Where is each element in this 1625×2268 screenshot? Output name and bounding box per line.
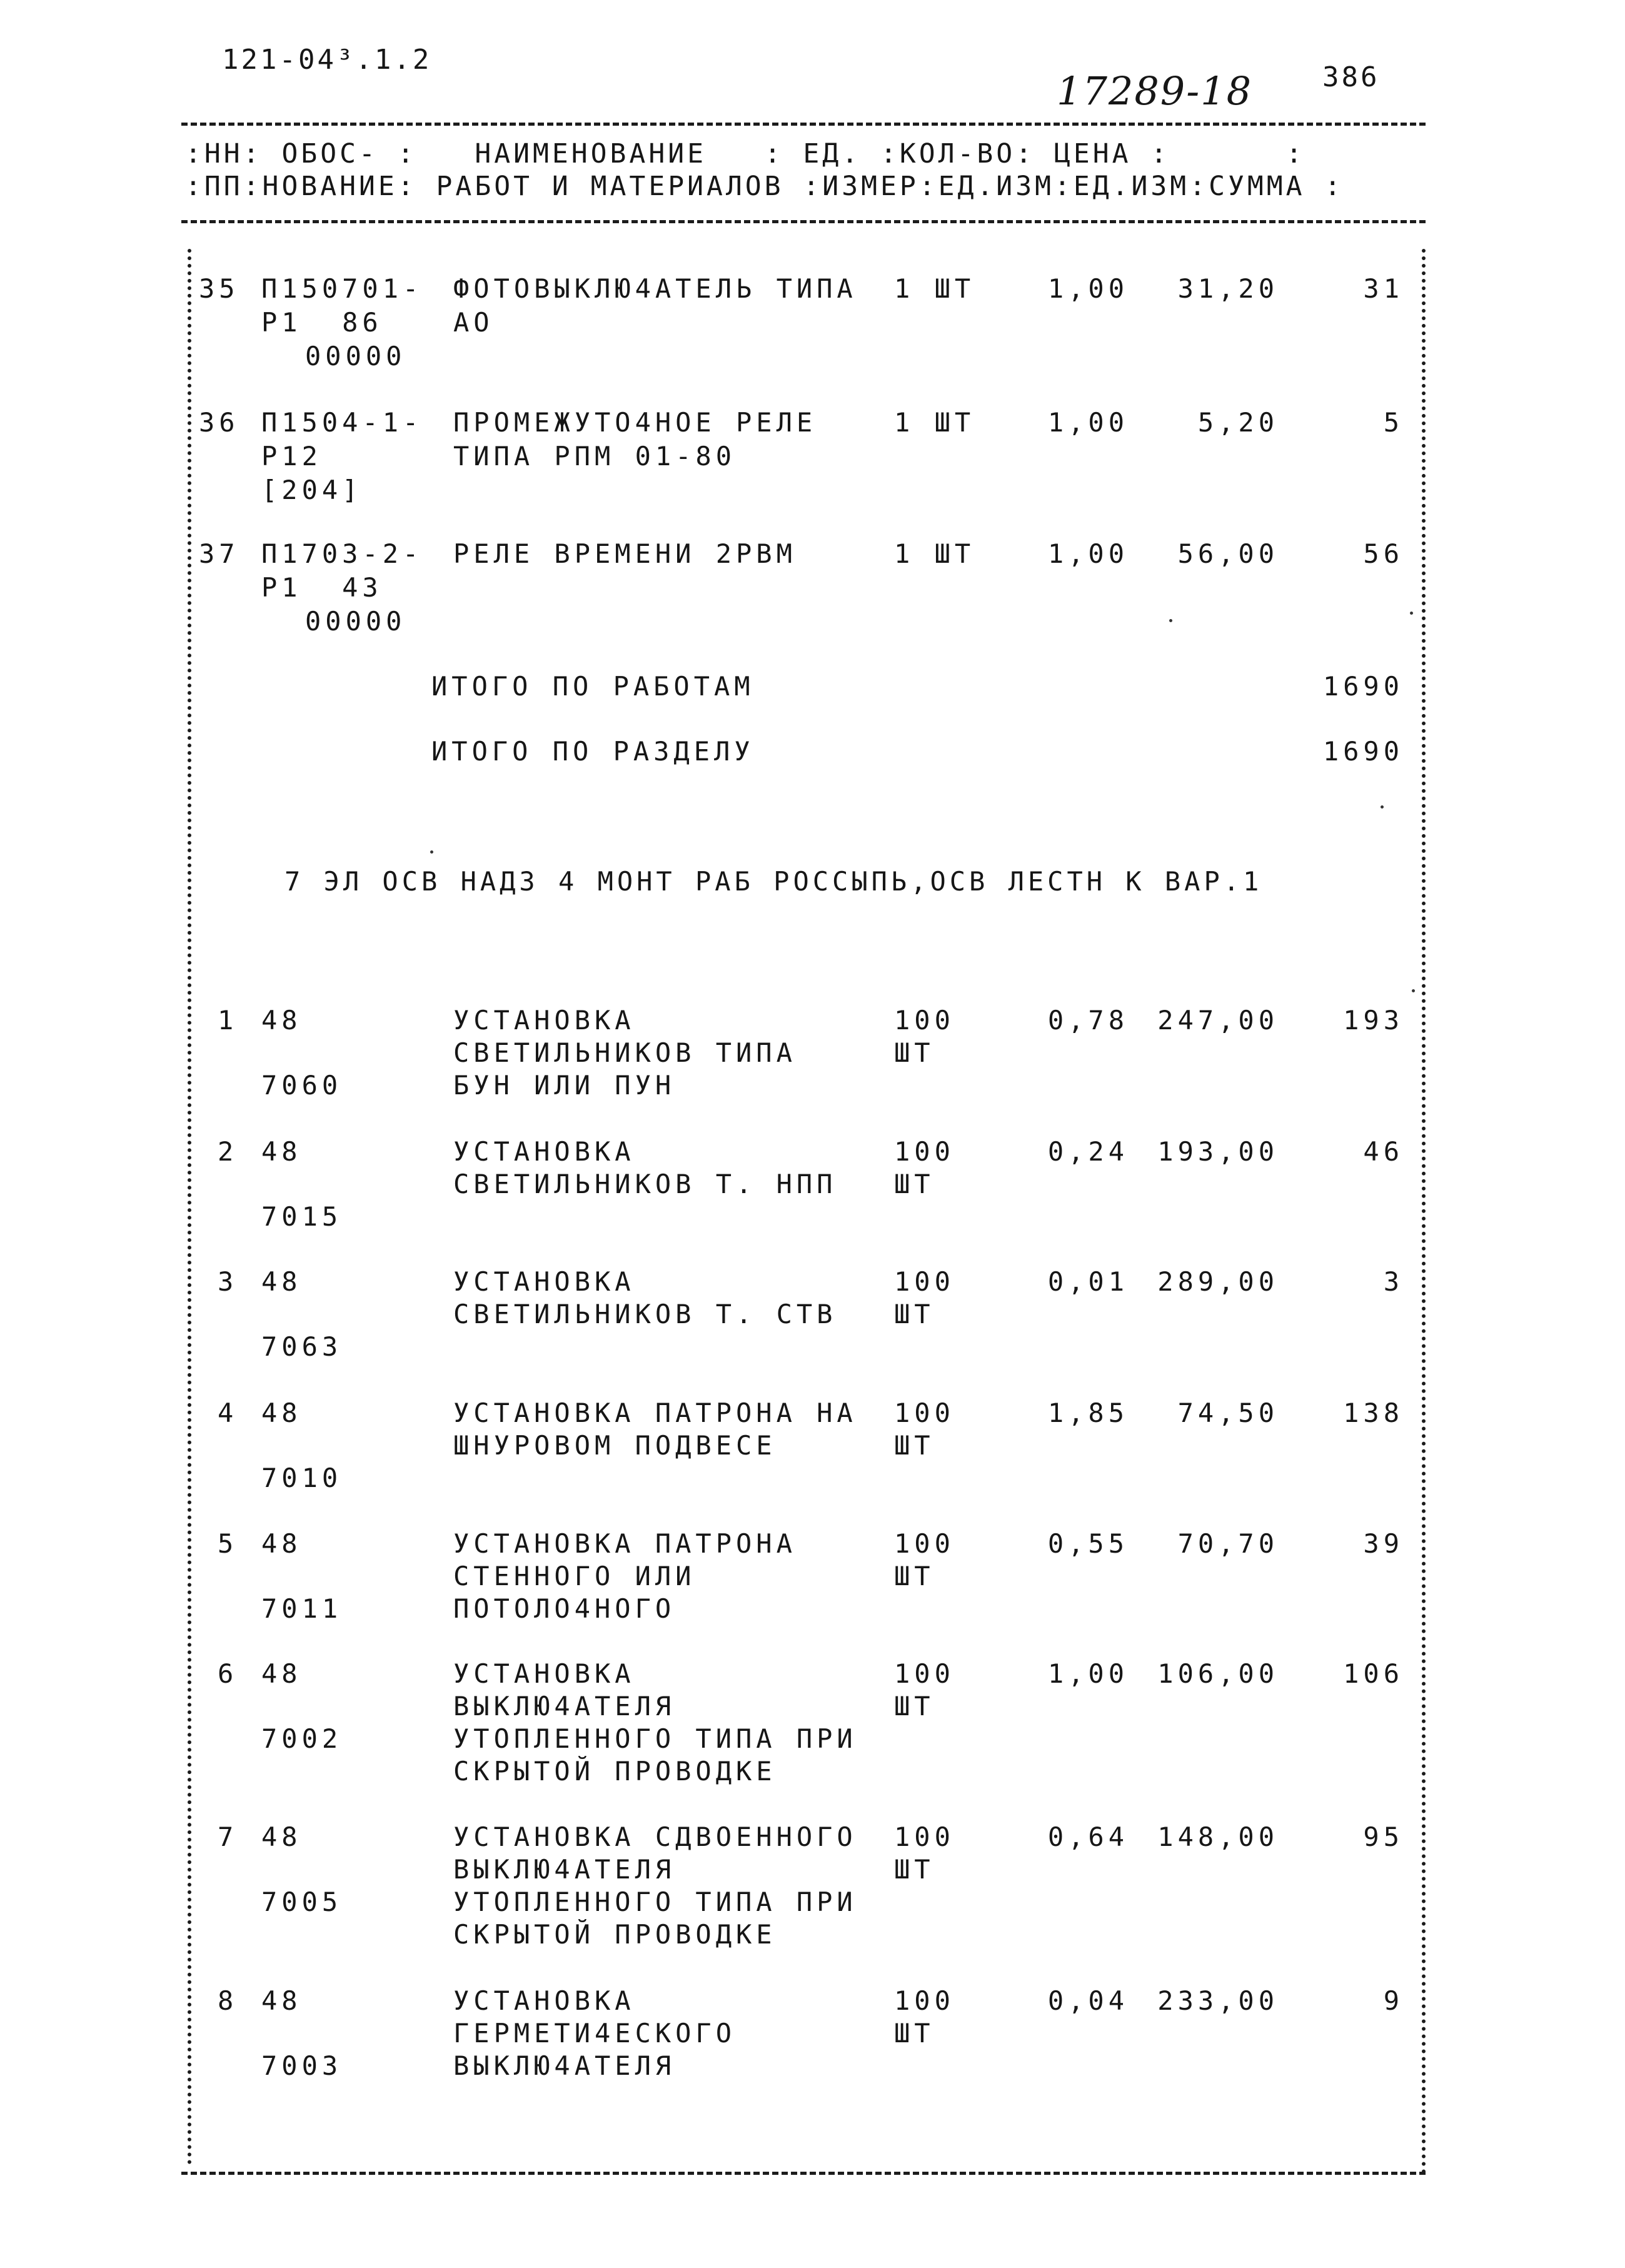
row-code: 7060 [261, 1070, 343, 1101]
row-sum: 5 [1383, 407, 1404, 438]
row-name: ГЕРМЕТИ4ЕСКОГО [453, 2018, 737, 2049]
row-name: ВЫКЛЮ4АТЕЛЯ [453, 1691, 676, 1721]
table-header-line-2: :ПП:НОВАНИЕ: РАБОТ И МАТЕРИАЛОВ :ИЗМЕР:ЕД.ИЗМ:ЕД.ИЗМ:СУММА : [185, 171, 1344, 202]
row-unit: ШТ [894, 1430, 935, 1461]
total-section-value: 1690 [1322, 736, 1404, 767]
row-name: СВЕТИЛЬНИКОВ ТИПА [453, 1037, 797, 1068]
row-unit: 100 [894, 1005, 955, 1036]
row-unit: ШТ [894, 1561, 935, 1591]
scan-speck [1381, 805, 1384, 809]
row-code: Р1 43 [261, 572, 383, 603]
row-unit: 100 [894, 1266, 955, 1297]
row-price: 148,00 [1157, 1822, 1279, 1852]
row-unit: ШТ [894, 2018, 935, 2049]
row-price: 74,50 [1177, 1398, 1279, 1428]
total-section-label: ИТОГО ПО РАЗДЕЛУ [431, 736, 755, 767]
row-price: 31,20 [1177, 273, 1279, 304]
row-code: 7010 [261, 1463, 343, 1493]
row-number: 7 [218, 1822, 238, 1852]
row-sum: 106 [1343, 1658, 1404, 1689]
row-quantity: 0,64 [1047, 1822, 1129, 1852]
scan-speck [1412, 989, 1415, 992]
row-unit: ШТ [894, 1169, 935, 1199]
row-code: 48 [261, 1005, 302, 1036]
row-code: 48 [261, 1985, 302, 2016]
row-quantity: 1,00 [1047, 538, 1129, 569]
table-left-border [188, 249, 191, 2165]
row-name: СВЕТИЛЬНИКОВ Т. СТВ [453, 1299, 837, 1329]
row-name: УСТАНОВКА [453, 1005, 635, 1036]
row-name: ВЫКЛЮ4АТЕЛЯ [453, 1854, 676, 1885]
row-sum: 193 [1343, 1005, 1404, 1036]
row-unit: 100 [894, 1398, 955, 1428]
row-price: 56,00 [1177, 538, 1279, 569]
row-code: 48 [261, 1822, 302, 1852]
row-name: ВЫКЛЮ4АТЕЛЯ [453, 2050, 676, 2081]
row-number: 4 [218, 1398, 238, 1428]
row-code: Р12 [261, 441, 322, 471]
row-number: 6 [218, 1658, 238, 1689]
row-unit: ШТ [894, 1037, 935, 1068]
row-price: 289,00 [1157, 1266, 1279, 1297]
row-unit: 100 [894, 1528, 955, 1559]
row-price: 233,00 [1157, 1985, 1279, 2016]
row-unit: 1 ШТ [894, 538, 975, 569]
total-works-value: 1690 [1322, 671, 1404, 702]
row-name: УСТАНОВКА СДВОЕННОГО [453, 1822, 857, 1852]
row-name: УТОПЛЕННОГО ТИПА ПРИ [453, 1723, 857, 1754]
row-code: Р1 86 [261, 307, 383, 338]
handwritten-reference: 17289-18 [1057, 68, 1253, 114]
table-top-rule [181, 123, 1426, 126]
row-name: СТЕННОГО ИЛИ [453, 1561, 696, 1591]
row-name: УСТАНОВКА [453, 1136, 635, 1167]
row-unit: 1 ШТ [894, 407, 975, 438]
row-quantity: 0,04 [1047, 1985, 1129, 2016]
row-quantity: 1,00 [1047, 407, 1129, 438]
page-number: 386 [1322, 61, 1380, 93]
row-name: ПОТОЛО4НОГО [453, 1593, 676, 1624]
row-name: СКРЫТОЙ ПРОВОДКЕ [453, 1756, 777, 1787]
row-number: 1 [218, 1005, 238, 1036]
row-code: 48 [261, 1266, 302, 1297]
row-quantity: 0,01 [1047, 1266, 1129, 1297]
row-code: 48 [261, 1136, 302, 1167]
section-title: 7 ЭЛ ОСВ НАДЗ 4 МОНТ РАБ РОССЫПЬ,ОСВ ЛЕСТН К ВАР.1 [284, 866, 1263, 897]
row-quantity: 0,78 [1047, 1005, 1129, 1036]
row-price: 247,00 [1157, 1005, 1279, 1036]
row-quantity: 1,00 [1047, 273, 1129, 304]
row-code: 7011 [261, 1593, 343, 1624]
row-name: СВЕТИЛЬНИКОВ Т. НПП [453, 1169, 837, 1199]
row-code: [204] [261, 475, 363, 505]
row-sum: 31 [1363, 273, 1404, 304]
row-code: 7003 [261, 2050, 343, 2081]
row-name: УСТАНОВКА ПАТРОНА НА [453, 1398, 857, 1428]
row-number: 2 [218, 1136, 238, 1167]
row-quantity: 1,85 [1047, 1398, 1129, 1428]
row-number: 3 [218, 1266, 238, 1297]
row-price: 5,20 [1197, 407, 1279, 438]
row-code: 00000 [305, 606, 406, 637]
row-code: П1703-2- [261, 538, 423, 569]
row-name: УСТАНОВКА [453, 1266, 635, 1297]
row-unit: ШТ [894, 1854, 935, 1885]
header-bottom-rule [181, 220, 1426, 223]
row-sum: 39 [1363, 1528, 1404, 1559]
row-number: 35 [199, 273, 239, 304]
row-code: 7005 [261, 1887, 343, 1917]
row-code: 7063 [261, 1331, 343, 1362]
row-name: ШНУРОВОМ ПОДВЕСЕ [453, 1430, 777, 1461]
row-name: БУН ИЛИ ПУН [453, 1070, 676, 1101]
row-code: 7015 [261, 1201, 343, 1232]
table-right-border [1422, 249, 1426, 2175]
row-unit: 100 [894, 1658, 955, 1689]
row-code: 48 [261, 1398, 302, 1428]
row-code: П1504-1- [261, 407, 423, 438]
row-unit: 100 [894, 1822, 955, 1852]
row-sum: 46 [1363, 1136, 1404, 1167]
row-code: 7002 [261, 1723, 343, 1754]
row-code: П150701- [261, 273, 423, 304]
row-code: 00000 [305, 341, 406, 371]
scan-speck [1169, 619, 1172, 622]
row-unit: 100 [894, 1136, 955, 1167]
row-unit: 1 ШТ [894, 273, 975, 304]
row-code: 48 [261, 1528, 302, 1559]
row-quantity: 1,00 [1047, 1658, 1129, 1689]
document-code: 121-04³.1.2 [222, 44, 432, 76]
row-code: 48 [261, 1658, 302, 1689]
row-unit: ШТ [894, 1299, 935, 1329]
table-header-line-1: :НН: ОБОС- : НАИМЕНОВАНИЕ : ЕД. :КОЛ-ВО: ЦЕНА : : [185, 138, 1306, 169]
row-name: УСТАНОВКА [453, 1658, 635, 1689]
row-sum: 9 [1383, 1985, 1404, 2016]
row-name: ТИПА РПМ 01-80 [453, 441, 737, 471]
row-number: 8 [218, 1985, 238, 2016]
row-sum: 56 [1363, 538, 1404, 569]
row-name: УСТАНОВКА [453, 1985, 635, 2016]
row-number: 36 [199, 407, 239, 438]
row-sum: 138 [1343, 1398, 1404, 1428]
row-name: СКРЫТОЙ ПРОВОДКЕ [453, 1919, 777, 1950]
scan-speck [1410, 612, 1413, 615]
row-quantity: 0,24 [1047, 1136, 1129, 1167]
row-name: ФОТОВЫКЛЮ4АТЕЛЬ ТИПА [453, 273, 857, 304]
row-unit: ШТ [894, 1691, 935, 1721]
row-name: ПРОМЕЖУТО4НОЕ РЕЛЕ [453, 407, 817, 438]
row-name: РЕЛЕ ВРЕМЕНИ 2РВМ [453, 538, 797, 569]
row-name: АО [453, 307, 494, 338]
row-price: 106,00 [1157, 1658, 1279, 1689]
row-unit: 100 [894, 1985, 955, 2016]
table-bottom-rule [181, 2172, 1426, 2175]
row-sum: 95 [1363, 1822, 1404, 1852]
row-name: УСТАНОВКА ПАТРОНА [453, 1528, 797, 1559]
row-number: 37 [199, 538, 239, 569]
total-works-label: ИТОГО ПО РАБОТАМ [431, 671, 755, 702]
row-name: УТОПЛЕННОГО ТИПА ПРИ [453, 1887, 857, 1917]
scan-speck [430, 850, 433, 854]
row-price: 193,00 [1157, 1136, 1279, 1167]
row-number: 5 [218, 1528, 238, 1559]
row-sum: 3 [1383, 1266, 1404, 1297]
row-price: 70,70 [1177, 1528, 1279, 1559]
row-quantity: 0,55 [1047, 1528, 1129, 1559]
